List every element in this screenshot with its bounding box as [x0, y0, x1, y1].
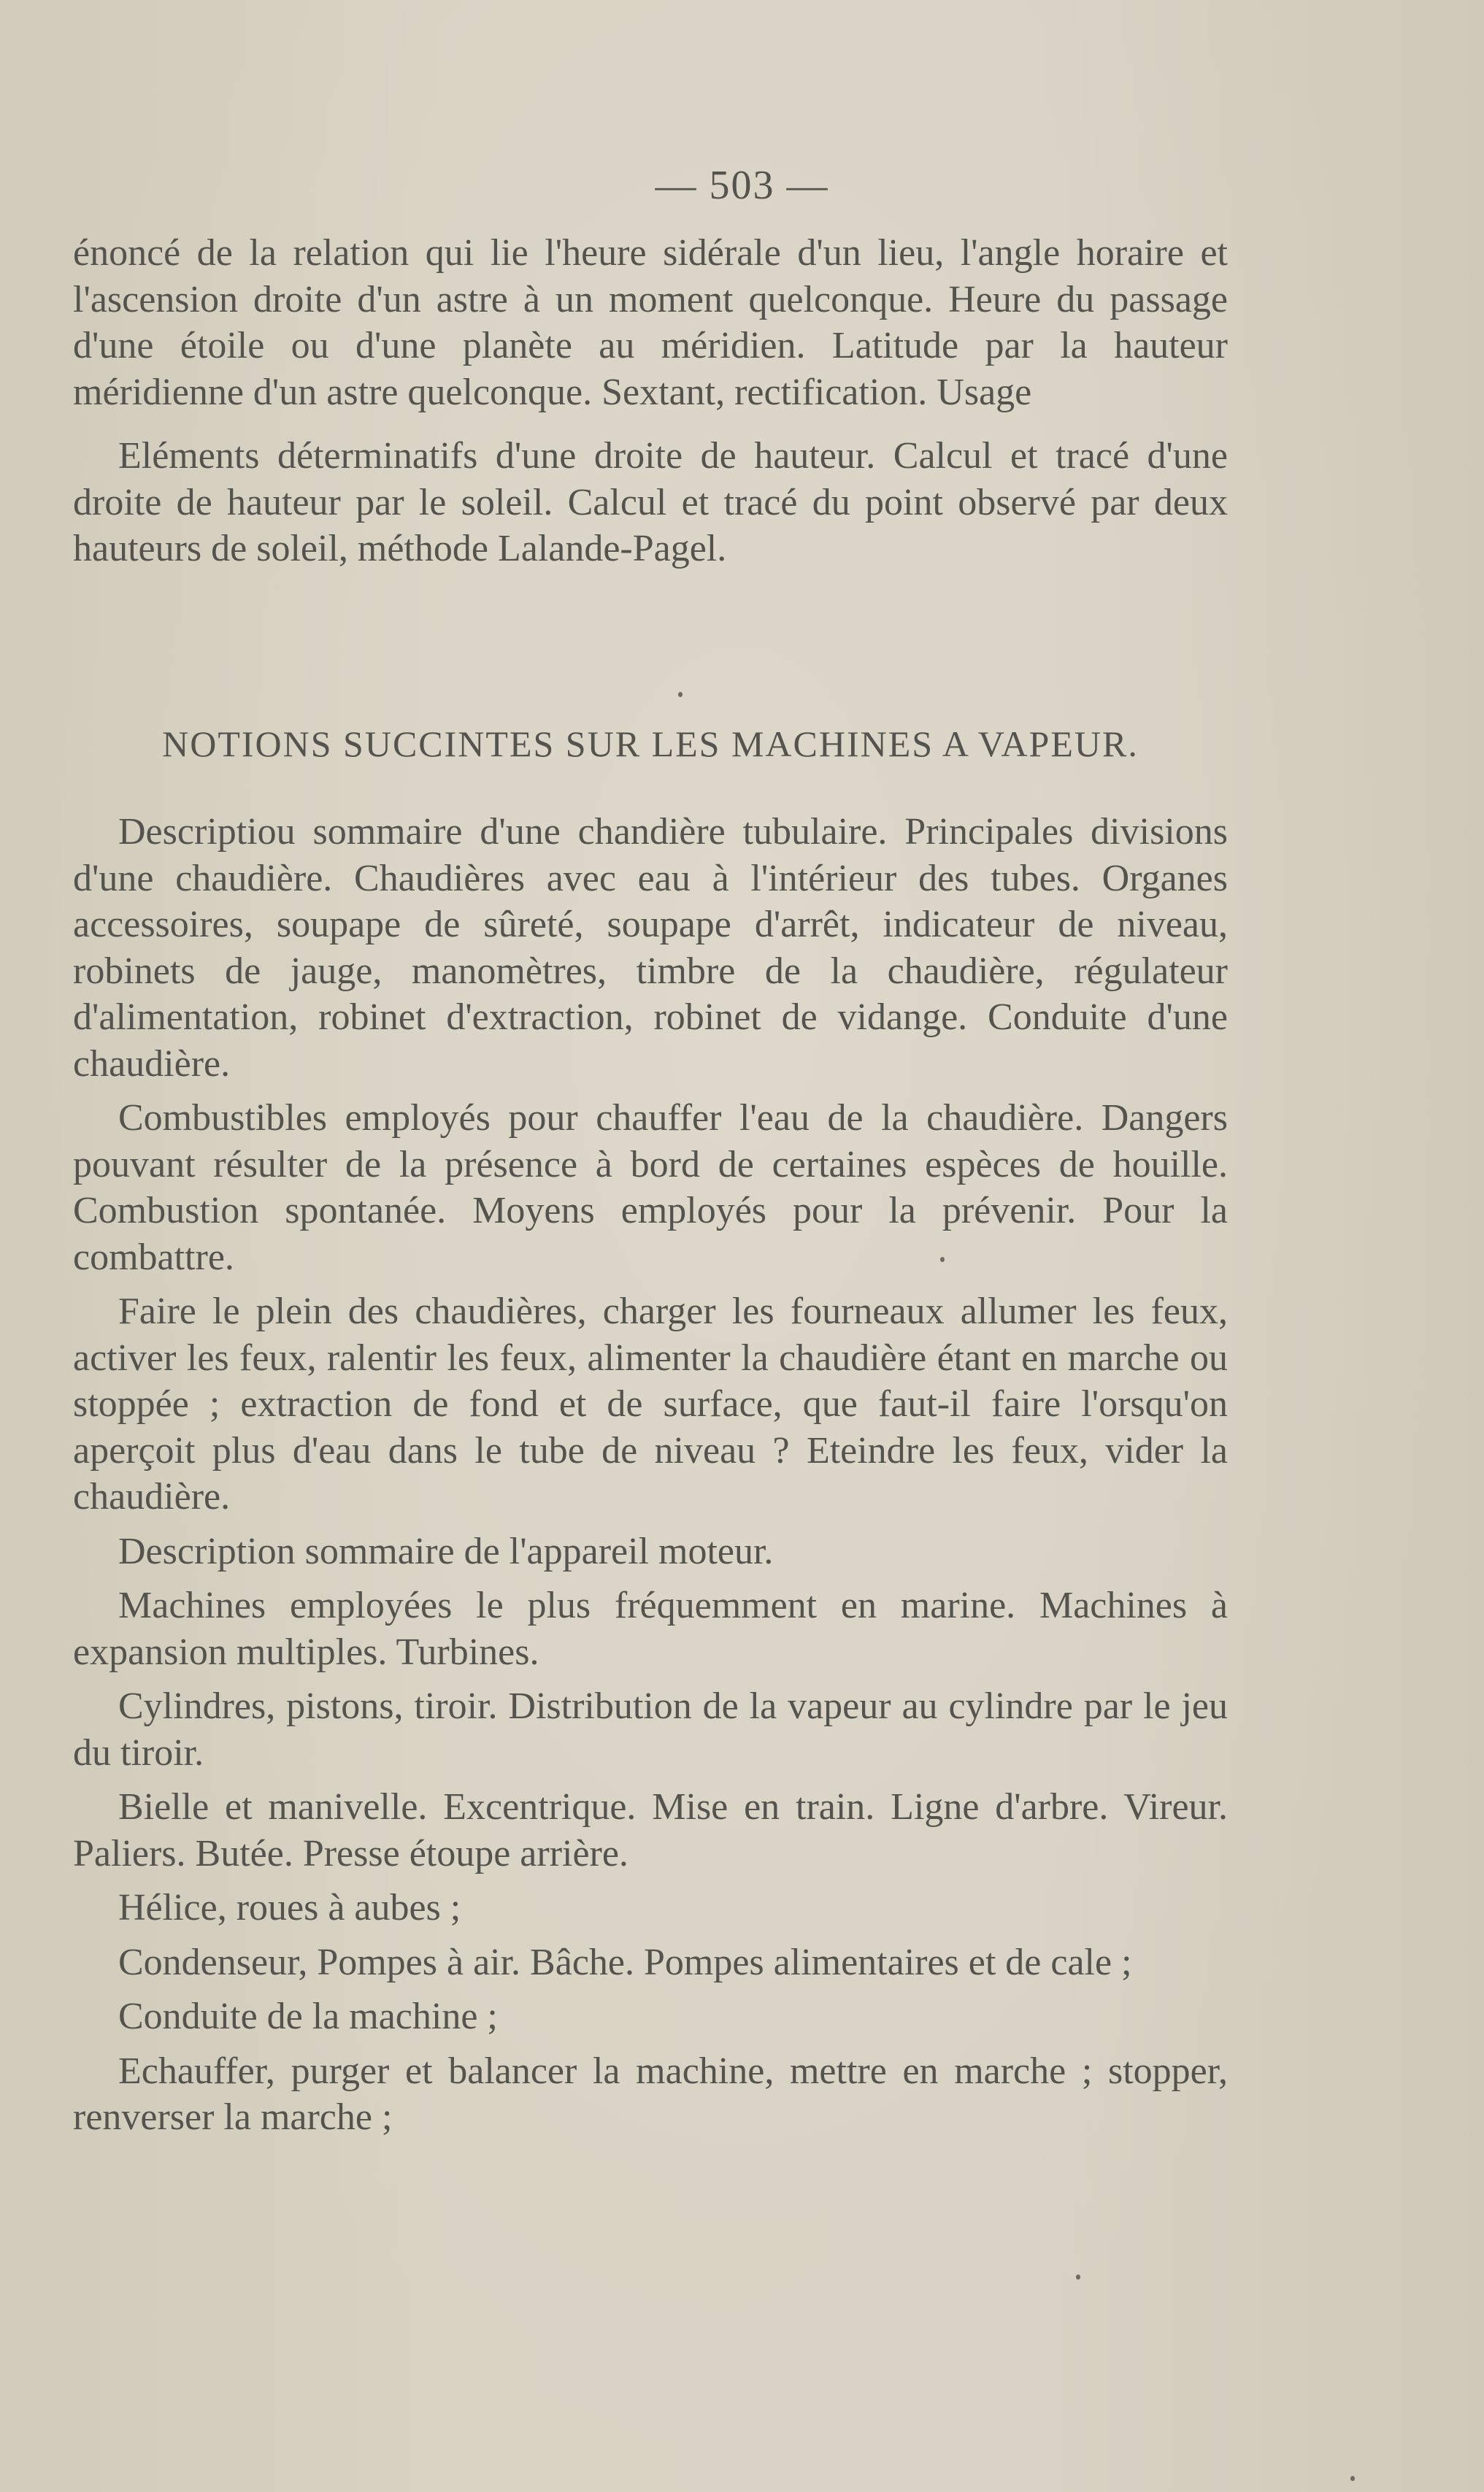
paper-speck: [1350, 2476, 1355, 2481]
machines-text-block: [73, 809, 1228, 2149]
paragraph-engine-conduct: Conduite de la machine ;: [118, 1996, 498, 2037]
paragraph-propeller: Hélice, roues à aubes ;: [118, 1887, 461, 1928]
paragraph-astronomy: énoncé de la relation qui lie l'heure sidérale d'un lieu, l'angle horaire et l'ascension droite d'un astre à un moment quelconque. Heure du passage d'une étoile ou d'une planète au méridien. Latitude par la hauteur méridienne d'un astre quelconque. Sextant, rectification. Usage: [73, 232, 1228, 413]
paragraph-engine-types: Machines employées le plus fréquemment en marine. Machines à expansion multiples. Turbines.: [73, 1585, 1228, 1673]
intro-text-block: [73, 230, 1228, 572]
section-heading: NOTIONS SUCCINTES SUR LES MACHINES A VAPEUR.: [162, 723, 1139, 764]
paragraph-boiler-operation: Faire le plein des chaudières, charger les fourneaux allumer les feux, activer les feux, ralentir les feux, alimenter la chaudière étant en marche ou stoppée ; extraction de fond et de surface, que faut-il faire l'orsqu'on aperçoit plus d'eau dans le tube de niveau ? Eteindre les feux, vider la chaudière.: [73, 1291, 1228, 1518]
paragraph-condenser: Condenseur, Pompes à air. Bâche. Pompes alimentaires et de cale ;: [118, 1941, 1132, 1983]
paragraph-cylinders: Cylindres, pistons, tiroir. Distribution de la vapeur au cylindre par le jeu du tiroir.: [73, 1685, 1228, 1774]
page-number: — 503 —: [655, 163, 829, 208]
paragraph-engine-operation: Echauffer, purger et balancer la machine, mettre en marche ; stopper, renverser la marche ;: [73, 2050, 1228, 2138]
paper-speck: [678, 692, 683, 697]
paragraph-boiler: Descriptiou sommaire d'une chandière tubulaire. Principales divisions d'une chaudière. Chaudières avec eau à l'intérieur des tubes. Organes accessoires, soupape de sûreté, soupape d'arrêt, indicateur de niveau, robinets de jauge, manomètres, timbre de la chaudière, régulateur d'alimentation, robinet d'extraction, robinet de vidange. Conduite d'une chaudière.: [73, 811, 1228, 1085]
paragraph-height-line: Eléments déterminatifs d'une droite de hauteur. Calcul et tracé d'une droite de hauteur par le soleil. Calcul et tracé du point observé par deux hauteurs de soleil, méthode Lalande-Pagel.: [73, 435, 1228, 569]
paper-speck: [1076, 2274, 1080, 2280]
paragraph-engine-description: Description sommaire de l'appareil moteur.: [118, 1530, 774, 1572]
paper-speck: [940, 1257, 945, 1262]
paragraph-fuel: Combustibles employés pour chauffer l'eau de la chaudière. Dangers pouvant résulter de la présence à bord de certaines espèces de houille. Combustion spontanée. Moyens employés pour la prévenir. Pour la combattre.: [73, 1097, 1228, 1278]
paragraph-shaft: Bielle et manivelle. Excentrique. Mise en train. Ligne d'arbre. Vireur. Paliers. Butée. Presse étoupe arrière.: [73, 1786, 1228, 1874]
